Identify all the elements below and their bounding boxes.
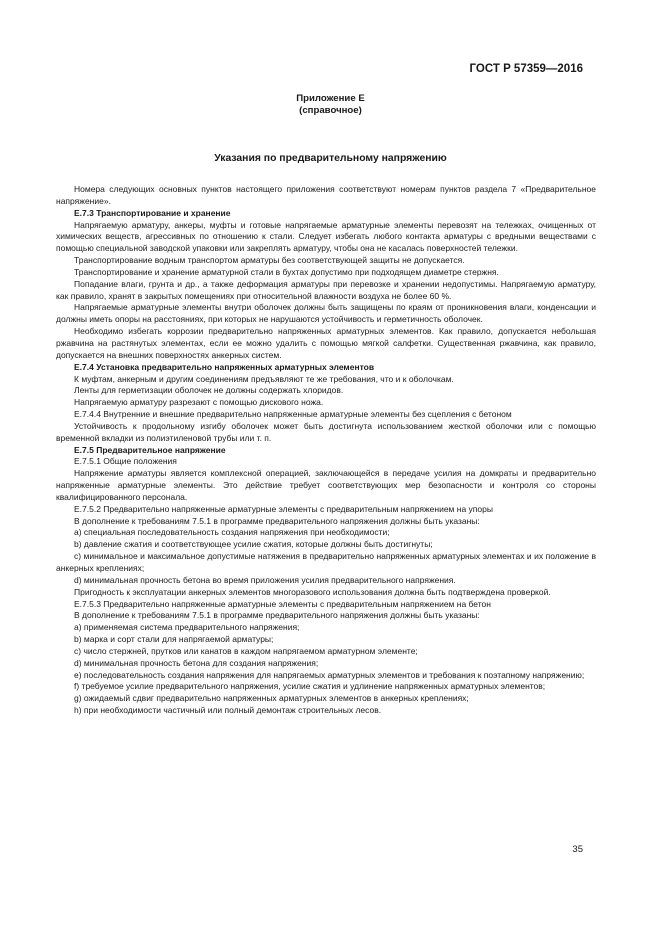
paragraph: Пригодность к эксплуатации анкерных элементов многоразового использования должна быть подтверждена проверкой.	[74, 586, 551, 597]
appendix-heading	[0, 93, 661, 117]
subsection-heading: Е.7.5.1 Общие положения	[74, 456, 177, 467]
paragraph: Напрягаемую арматуру разрезают с помощью дискового ножа.	[74, 397, 324, 408]
list-item: а) применяемая система предварительного напряжения;	[74, 622, 300, 633]
paragraph: Ленты для герметизации оболочек не должны содержать хлоридов.	[74, 385, 344, 396]
section-heading-e75: Е.7.5 Предварительное напряжение	[74, 444, 226, 455]
list-item: h) при необходимости частичный или полный демонтаж строительных лесов.	[74, 705, 382, 716]
appendix-title: Приложение Е	[296, 93, 365, 104]
paragraph: Напряжение арматуры является комплексной операцией, заключающейся в передаче усилия на домкраты и предварительно напряженные арматурные элементы. Это действие требует соответствующих мер безопасности и контроля со стороны квалифицированного персонала.	[56, 468, 596, 502]
paragraph: Напрягаемую арматуру, анкеры, муфты и готовые напрягаемые арматурные элементы перевозят на тележках, очищенных от химических веществ, агрессивных по отношению к стали. Следует избегать любого контакта арматуры с вредными веществами с помощью специальной заводской упаковки или закреплять арматуру, чтобы она не касалась поверхностей тележки.	[56, 219, 596, 254]
appendix-subtitle: (справочное)	[299, 105, 362, 116]
paragraph: В дополнение к требованиям 7.5.1 в программе предварительного напряжения должны быть указаны:	[74, 610, 480, 621]
subsection-heading: Е.7.5.2 Предварительно напряженные арматурные элементы с предварительным напряжением на упоры	[74, 503, 493, 514]
list-item: с) число стержней, прутков или канатов в каждом напрягаемом арматурном элементе;	[74, 645, 418, 656]
list-item: f) требуемое усилие предварительного напряжения, усилие сжатия и удлинение напряженных арматурных элементов;	[74, 681, 546, 692]
section-heading-e74: Е.7.4 Установка предварительно напряженных арматурных элементов	[74, 361, 375, 372]
paragraph: Попадание влаги, грунта и др., а также деформация арматуры при перевозке и хранении недопустимы. Напрягаемую арматуру, как правило, хранят в закрытых помещениях при относительной влажности воздуха не более 60 %.	[56, 278, 596, 301]
paragraph: Необходимо избегать коррозии предварительно напряженных арматурных элементов. Как правило, допускается небольшая ржавчина на растянутых элементах, если ее можно удалить с помощью мягкой салфетки. Существенная ржавчина, как правило, допускается на внешних поверхностях анкерных систем.	[56, 326, 596, 360]
standard-code: ГОСТ Р 57359—2016	[469, 63, 583, 75]
list-item: е) последовательность создания напряжения для напрягаемых арматурных элементов и требования к поэтапному напряжению;	[74, 669, 585, 680]
paragraph: Напрягаемые арматурные элементы внутри оболочек должны быть защищены по краям от проникновения влаги, конденсации и должны иметь опоры на расстояниях, при которых не нарушаются устойчивость и герметичность оболочек.	[56, 302, 596, 325]
list-item: d) минимальная прочность бетона во время приложения усилия предварительного напряжения.	[74, 574, 456, 585]
subsection-heading: Е.7.5.3 Предварительно напряженные арматурные элементы с предварительным напряжением на бетон	[74, 598, 491, 609]
list-item: d) минимальная прочность бетона для создания напряжения;	[74, 657, 319, 668]
list-item: а) специальная последовательность создания напряжения при необходимости;	[74, 527, 390, 538]
list-item: g) ожидаемый сдвиг предварительно напряженных арматурных элементов в анкерных креплениях;	[74, 693, 469, 704]
list-item: с) минимальное и максимальное допустимые натяжения в предварительно напряженных арматурных элементах и их положение в анкерных креплениях;	[56, 551, 596, 573]
body-text	[56, 184, 596, 717]
list-item: b) давление сжатия и соответствующее усилие сжатия, которые должны быть достигнуты;	[74, 539, 433, 550]
paragraph: Транспортирование и хранение арматурной стали в бухтах допустимо при подходящем диаметре стержня.	[74, 266, 499, 277]
paragraph: Е.7.4.4 Внутренние и внешние предварительно напряженные арматурные элементы без сцепления с бетоном	[74, 409, 512, 420]
page-number: 35	[572, 844, 583, 855]
paragraph: В дополнение к требованиям 7.5.1 в программе предварительного напряжения должны быть указаны:	[74, 515, 480, 526]
section-heading-e73: Е.7.3 Транспортирование и хранение	[74, 207, 231, 218]
intro-paragraph: Номера следующих основных пунктов настоящего приложения соответствуют номерам пунктов раздела 7 «Предварительное напряжение».	[56, 184, 596, 206]
section-title: Указания по предварительному напряжению	[214, 153, 447, 164]
paragraph: Транспортирование водным транспортом арматуры без соответствующей защиты не допускается.	[74, 255, 465, 266]
paragraph: Устойчивость к продольному изгибу оболочек может быть достигнута использованием жесткой оболочки или с помощью временной вкладки из полиэтиленовой трубы или т. п.	[56, 420, 596, 443]
paragraph: К муфтам, анкерным и другим соединениям предъявляют те же требования, что и к оболочкам.	[74, 373, 454, 384]
list-item: b) марка и сорт стали для напрягаемой арматуры;	[74, 634, 274, 645]
